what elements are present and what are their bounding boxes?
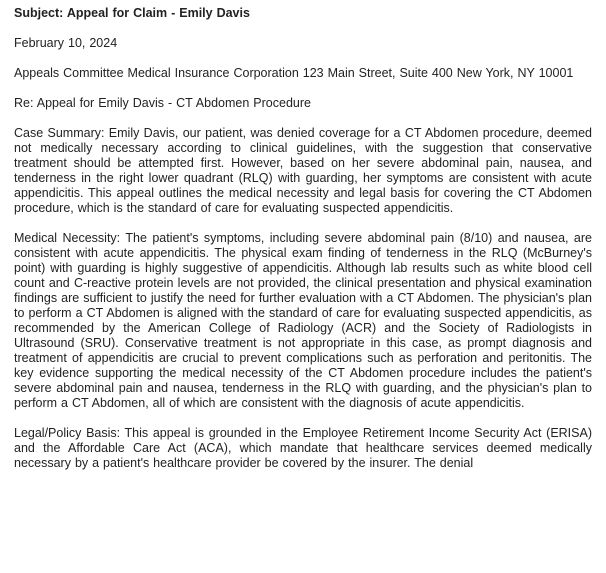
date-line: February 10, 2024: [14, 36, 118, 50]
recipient-address: Appeals Committee Medical Insurance Corporation 123 Main Street, Suite 400 New York, NY 10001: [14, 66, 574, 80]
subject-line: Subject: Appeal for Claim - Emily Davis: [14, 6, 250, 20]
case-summary-paragraph: Case Summary: Emily Davis, our patient, was denied coverage for a CT Abdomen procedure, deemed not medically necessary according to clinical guidelines, with the suggestion that conservative treatment should be attempted first. However, based on her severe abdominal pain, nausea, and tenderness in the right lower quadrant (RLQ) with guarding, her symptoms are consistent with acute appendicitis. This appeal outlines the medical necessity and legal basis for covering the CT Abdomen procedure, which is the standard of care for evaluating suspected appendicitis.: [14, 126, 592, 215]
legal-policy-paragraph: Legal/Policy Basis: This appeal is grounded in the Employee Retirement Income Security Act (ERISA) and the Affordable Care Act (ACA), which mandate that healthcare services deemed medically necessary by a patient's healthcare provider be covered by the insurer. The denial: [14, 426, 592, 470]
re-line: Re: Appeal for Emily Davis - CT Abdomen Procedure: [14, 96, 311, 110]
medical-necessity-paragraph: Medical Necessity: The patient's symptoms, including severe abdominal pain (8/10) and nausea, are consistent with acute appendicitis. The physical exam finding of tenderness in the RLQ (McBurney's point) with guarding is highly suggestive of appendicitis. Although lab results such as white blood cell count and C-reactive protein levels are not provided, the clinical presentation and physical examination findings are sufficient to justify the need for further evaluation with a CT Abdomen. The physician's plan to perform a CT Abdomen is aligned with the standard of care for evaluating suspected appendicitis, as recommended by the American College of Radiology (ACR) and the Society of Radiologists in Ultrasound (SRU). Conservative treatment is not appropriate in this case, as prompt diagnosis and treatment of appendicitis are crucial to prevent complications such as perforation and peritonitis. The key evidence supporting the medical necessity of the CT Abdomen procedure includes the patient's severe abdominal pain and nausea, tenderness in the RLQ with guarding, and the physician's plan to perform a CT Abdomen, all of which are consistent with the diagnosis of acute appendicitis.: [14, 231, 592, 410]
